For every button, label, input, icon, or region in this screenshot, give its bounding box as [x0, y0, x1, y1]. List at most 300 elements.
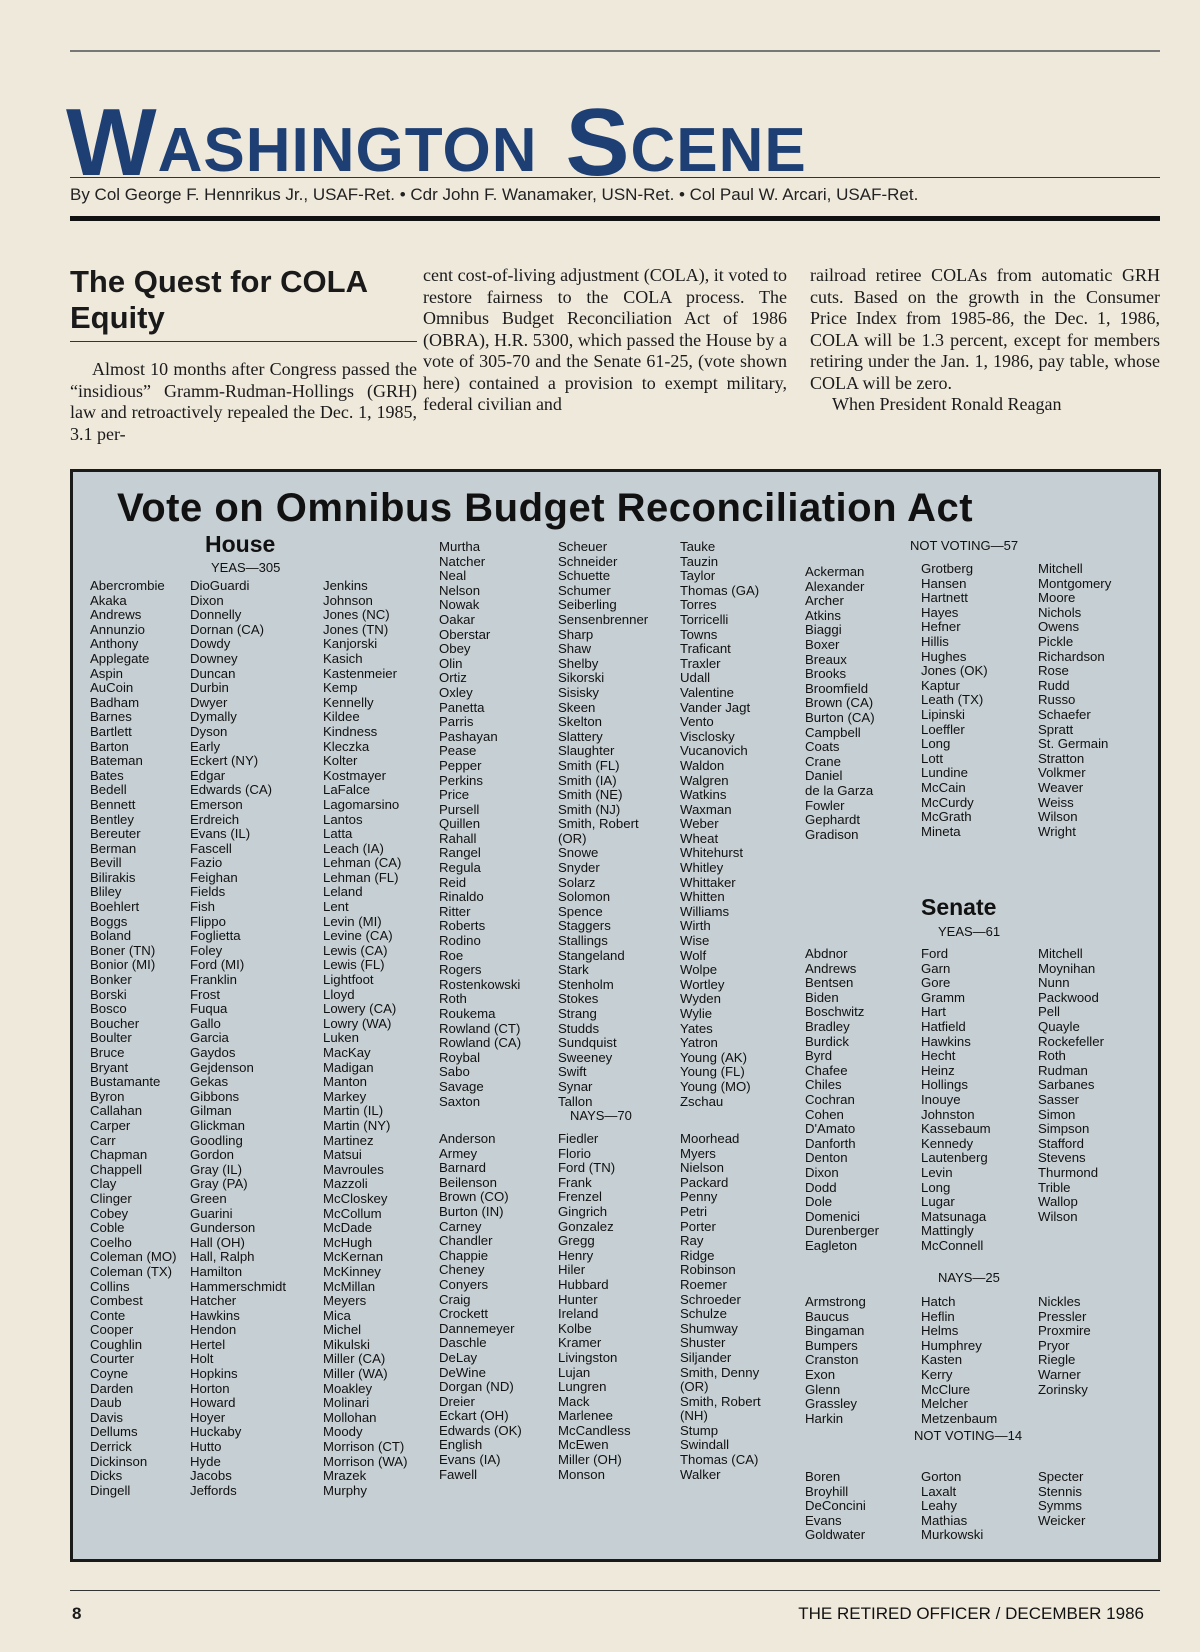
member-name: Nelson — [439, 582, 481, 598]
member-name: Whittaker — [680, 874, 736, 890]
member-name: Coats — [805, 739, 840, 755]
member-name: Nickles — [1038, 1294, 1081, 1309]
member-name: Hiler — [558, 1262, 586, 1278]
member-name: Cheney — [439, 1262, 485, 1278]
member-name: LaFalce — [323, 782, 370, 798]
masthead-initial-w: W — [66, 89, 158, 196]
member-name: Boschwitz — [805, 1004, 865, 1020]
member-name: Barnes — [90, 709, 132, 725]
member-name: Boulter — [90, 1030, 132, 1046]
member-name: Moakley — [323, 1380, 373, 1396]
member-name: Davis — [90, 1409, 123, 1425]
member-name: Dowdy — [190, 636, 231, 652]
member-name: Beilenson — [439, 1174, 497, 1190]
house-not-voting-col-3 — [1038, 562, 1111, 839]
member-name: Chapman — [90, 1147, 148, 1163]
member-name: Downey — [190, 650, 238, 666]
member-name: Daub — [90, 1395, 122, 1411]
member-name: Dicks — [90, 1468, 123, 1484]
member-name: Coelho — [90, 1234, 132, 1250]
member-name: Walgren — [680, 772, 729, 788]
member-name: Hunter — [558, 1291, 598, 1307]
member-name: Chiles — [805, 1077, 842, 1093]
member-name: Armey — [439, 1145, 478, 1161]
member-name: Johnson — [323, 592, 373, 608]
member-name: Miller (OH) — [558, 1452, 622, 1468]
member-name: Weiss — [1038, 794, 1074, 810]
member-name: Kolbe — [558, 1320, 592, 1336]
member-name: McDade — [323, 1220, 373, 1236]
member-name: Livingston — [558, 1349, 618, 1365]
member-name: Wise — [680, 933, 710, 949]
member-name: Denton — [805, 1150, 848, 1166]
member-name: Young (AK) — [680, 1049, 747, 1065]
member-name: Bennett — [90, 796, 136, 812]
member-name: Wilson — [1038, 809, 1078, 825]
member-name: Boxer — [805, 636, 840, 652]
member-name: Boucher — [90, 1015, 140, 1031]
member-name: Wirth — [680, 918, 711, 934]
member-name: Shuster — [680, 1335, 726, 1351]
house-heading: House — [205, 531, 276, 557]
member-name: Kaptur — [921, 677, 960, 693]
member-name: Gordon — [190, 1147, 234, 1163]
member-name: Mikulski — [323, 1336, 370, 1352]
member-name: Roybal — [439, 1049, 481, 1065]
member-name: Hughes — [921, 648, 967, 664]
member-name: Carney — [439, 1218, 482, 1234]
member-name: Coughlin — [90, 1336, 143, 1352]
member-name: Wolpe — [680, 962, 718, 978]
member-name: Dreier — [439, 1393, 475, 1409]
member-name: Gore — [921, 975, 951, 991]
member-name: Stangeland — [558, 947, 625, 963]
member-name: Montgomery — [1038, 575, 1112, 591]
member-name: Biden — [805, 989, 839, 1005]
member-name: Lugar — [921, 1194, 955, 1210]
member-name: Perkins — [439, 772, 483, 788]
member-name: Stafford — [1038, 1135, 1084, 1151]
member-name: Michel — [323, 1322, 362, 1338]
member-name: Moody — [323, 1424, 363, 1440]
member-name: Visclosky — [680, 728, 735, 744]
member-name: Burdick — [805, 1033, 849, 1049]
member-name: McMillan — [323, 1278, 376, 1294]
member-name: Lujan — [558, 1364, 591, 1380]
member-name: Gramm — [921, 989, 965, 1005]
house-yeas-col-3 — [323, 579, 408, 1498]
member-name: (OR) — [558, 830, 587, 846]
member-name: Tauke — [680, 539, 716, 554]
member-name: Gekas — [190, 1074, 229, 1090]
member-name: Schroeder — [680, 1291, 741, 1307]
member-name: Mrazek — [323, 1468, 367, 1484]
member-name: Durenberger — [805, 1223, 880, 1239]
member-name: Lightfoot — [323, 972, 374, 988]
member-name: Garn — [921, 960, 951, 976]
member-name: Levin — [921, 1164, 953, 1180]
member-name: Gejdenson — [190, 1059, 254, 1075]
member-name: Gingrich — [558, 1203, 608, 1219]
member-name: Rostenkowski — [439, 976, 521, 992]
member-name: Donnelly — [190, 607, 242, 623]
member-name: McCloskey — [323, 1190, 388, 1206]
member-name: McKinney — [323, 1263, 381, 1279]
member-name: Coleman (MO) — [90, 1249, 177, 1265]
member-name: Florio — [558, 1145, 591, 1161]
member-name: Towns — [680, 626, 718, 642]
member-name: Shelby — [558, 655, 599, 671]
member-name: Durbin — [190, 680, 229, 696]
member-name: Sabo — [439, 1064, 470, 1080]
member-name: Kasten — [921, 1352, 963, 1368]
member-name: Whitley — [680, 860, 724, 876]
member-name: Rangel — [439, 845, 481, 861]
member-name: Matsunaga — [921, 1208, 987, 1224]
member-name: Ray — [680, 1233, 704, 1249]
member-name: Schaefer — [1038, 706, 1091, 722]
member-name: Craig — [439, 1291, 471, 1307]
member-name: Saxton — [439, 1093, 481, 1109]
member-name: Bartlett — [90, 723, 132, 739]
member-name: Oxley — [439, 684, 473, 700]
member-name: Weaver — [1038, 779, 1084, 795]
member-name: Smith, Denny — [680, 1364, 760, 1380]
member-name: Bateman — [90, 753, 143, 769]
senate-yeas-col-1 — [805, 947, 879, 1253]
member-name: Callahan — [90, 1103, 143, 1119]
member-name: Walker — [680, 1466, 721, 1482]
member-name: Packard — [680, 1174, 729, 1190]
member-name: Swindall — [680, 1437, 730, 1453]
member-name: Collins — [90, 1278, 130, 1294]
member-name: Bradley — [805, 1018, 850, 1034]
member-name: Loeffler — [921, 721, 965, 737]
member-name: Snyder — [558, 860, 600, 876]
member-name: McConnell — [921, 1237, 984, 1253]
member-name: Price — [439, 787, 470, 803]
member-name: Lloyd — [323, 986, 355, 1002]
member-name: McCollum — [323, 1205, 382, 1221]
member-name: Penny — [680, 1189, 718, 1205]
member-name: Vucanovich — [680, 743, 748, 759]
member-name: Cochran — [805, 1091, 855, 1107]
member-name: Stenholm — [558, 976, 614, 992]
member-name: Bonker — [90, 972, 132, 988]
member-name: Hubbard — [558, 1276, 609, 1292]
member-name: Bingaman — [805, 1323, 865, 1339]
member-name: Moynihan — [1038, 960, 1096, 976]
house-yeas-col-6 — [680, 540, 759, 1109]
house-not-voting-col-1 — [805, 565, 875, 842]
member-name: Conyers — [439, 1276, 489, 1292]
member-name: Porter — [680, 1218, 716, 1234]
member-name: Grotberg — [921, 561, 974, 576]
member-name: Smith (IA) — [558, 772, 617, 788]
member-name: McHugh — [323, 1234, 373, 1250]
member-name: Lautenberg — [921, 1150, 988, 1166]
member-name: Burton (CA) — [805, 709, 875, 725]
member-name: Bumpers — [805, 1337, 858, 1353]
member-name: Cobey — [90, 1205, 129, 1221]
member-name: Pressler — [1038, 1308, 1087, 1324]
member-name: Sharp — [558, 626, 594, 642]
member-name: Shumway — [680, 1320, 738, 1336]
member-name: Pryor — [1038, 1337, 1070, 1353]
member-name: Proxmire — [1038, 1323, 1091, 1339]
member-name: Harkin — [805, 1410, 844, 1426]
member-name: Atkins — [805, 607, 841, 623]
member-name: Quillen — [439, 816, 481, 832]
member-name: Rowland (CA) — [439, 1035, 522, 1051]
member-name: Cooper — [90, 1322, 134, 1338]
member-name: Wright — [1038, 823, 1076, 839]
member-name: Volkmer — [1038, 765, 1086, 781]
member-name: Hatcher — [190, 1293, 237, 1309]
member-name: Bonior (MI) — [90, 957, 156, 973]
member-name: Carper — [90, 1117, 131, 1133]
member-name: Wolf — [680, 947, 707, 963]
member-name: Schulze — [680, 1306, 727, 1322]
member-name: Taylor — [680, 568, 716, 584]
member-name: Morrison (WA) — [323, 1453, 408, 1469]
member-name: Trible — [1038, 1179, 1071, 1195]
member-name: Sarbanes — [1038, 1077, 1095, 1093]
member-name: McCain — [921, 779, 966, 795]
member-name: DeConcini — [805, 1498, 866, 1514]
member-name: Erdreich — [190, 811, 240, 827]
member-name: Stennis — [1038, 1483, 1082, 1499]
member-name: Rogers — [439, 962, 482, 978]
member-name: Ridge — [680, 1247, 715, 1263]
member-name: Rahall — [439, 830, 477, 846]
member-name: Packwood — [1038, 989, 1099, 1005]
member-name: Dingell — [90, 1482, 131, 1498]
member-name: Frost — [190, 986, 221, 1002]
senate-yeas-label: YEAS—61 — [938, 924, 1001, 939]
member-name: Fowler — [805, 797, 845, 813]
member-name: Williams — [680, 903, 730, 919]
member-name: Sikorski — [558, 670, 605, 686]
member-name: Snowe — [558, 845, 599, 861]
member-name: Riegle — [1038, 1352, 1076, 1368]
member-name: Richardson — [1038, 648, 1105, 664]
member-name: Zschau — [680, 1093, 724, 1109]
member-name: Lent — [323, 899, 349, 915]
member-name: Feighan — [190, 869, 238, 885]
member-name: Stratton — [1038, 750, 1085, 766]
member-name: Derrick — [90, 1439, 132, 1455]
member-name: Barnard — [439, 1160, 486, 1176]
member-name: Roemer — [680, 1276, 727, 1292]
member-name: Hamilton — [190, 1263, 243, 1279]
member-name: Gregg — [558, 1233, 595, 1249]
member-name: Pickle — [1038, 633, 1074, 649]
member-name: Smith, Robert — [558, 816, 639, 832]
member-name: Hall (OH) — [190, 1234, 245, 1250]
senate-nays-label: NAYS—25 — [938, 1270, 1000, 1285]
member-name: Horton — [190, 1380, 230, 1396]
member-name: Schneider — [558, 553, 618, 569]
member-name: Grassley — [805, 1396, 858, 1412]
member-name: Mica — [323, 1307, 351, 1323]
member-name: Applegate — [90, 650, 150, 666]
member-name: Boland — [90, 928, 132, 944]
member-name: Dorgan (ND) — [439, 1379, 514, 1395]
member-name: Schumer — [558, 582, 611, 598]
member-name: Symms — [1038, 1498, 1082, 1514]
member-name: Waxman — [680, 801, 732, 817]
member-name: Boren — [805, 1469, 841, 1484]
member-name: Kleczka — [323, 738, 370, 754]
member-name: Mazzoli — [323, 1176, 368, 1192]
member-name: Lantos — [323, 811, 363, 827]
member-name: Bustamante — [90, 1074, 161, 1090]
member-name: Hecht — [921, 1048, 956, 1064]
member-name: Lott — [921, 750, 943, 766]
member-name: Hatch — [921, 1294, 956, 1309]
member-name: Dannemeyer — [439, 1320, 515, 1336]
member-name: Mathias — [921, 1512, 968, 1528]
member-name: Aspin — [90, 665, 123, 681]
member-name: Stallings — [558, 933, 608, 949]
member-name: Pepper — [439, 757, 482, 773]
member-name: de la Garza — [805, 782, 874, 798]
member-name: Ireland — [558, 1306, 599, 1322]
member-name: Rose — [1038, 663, 1069, 679]
member-name: Dymally — [190, 709, 237, 725]
member-name: Lowry (WA) — [323, 1015, 392, 1031]
member-name: Mollohan — [323, 1409, 377, 1425]
member-name: Byron — [90, 1088, 125, 1104]
member-name: Lagomarsino — [323, 796, 400, 812]
member-name: Moore — [1038, 590, 1076, 606]
vote-table-box — [70, 469, 1161, 1562]
member-name: Pashayan — [439, 728, 498, 744]
member-name: Fiedler — [558, 1131, 599, 1146]
member-name: Baucus — [805, 1308, 849, 1324]
member-name: Hendon — [190, 1322, 237, 1338]
member-name: Kennelly — [323, 694, 374, 710]
member-name: Jacobs — [190, 1468, 232, 1484]
member-name: Cranston — [805, 1352, 859, 1368]
member-name: Strang — [558, 1006, 597, 1021]
member-name: Foley — [190, 942, 223, 958]
member-name: Yates — [680, 1020, 713, 1036]
member-name: Hefner — [921, 619, 961, 635]
member-name: Johnston — [921, 1106, 975, 1122]
member-name: Smith (NJ) — [558, 801, 621, 817]
member-name: Rowland (CT) — [439, 1020, 521, 1036]
member-name: Mack — [558, 1393, 590, 1409]
member-name: Simpson — [1038, 1121, 1090, 1137]
member-name: Edgar — [190, 767, 226, 783]
byline-rule — [70, 216, 1160, 221]
house-not-voting-col-2 — [921, 562, 988, 839]
member-name: Boggs — [90, 913, 128, 929]
member-name: Markey — [323, 1088, 367, 1104]
member-name: Lundine — [921, 765, 968, 781]
member-name: Kanjorski — [323, 636, 378, 652]
member-name: Stokes — [558, 991, 599, 1007]
member-name: Daniel — [805, 768, 843, 784]
member-name: Gilman — [190, 1103, 232, 1119]
member-name: Hawkins — [921, 1033, 971, 1049]
member-name: Chappell — [90, 1161, 143, 1177]
member-name: Kostmayer — [323, 767, 387, 783]
member-name: Holt — [190, 1351, 214, 1367]
senate-nays-col-3 — [1038, 1295, 1091, 1397]
member-name: Fields — [190, 884, 226, 900]
member-name: McEwen — [558, 1437, 609, 1453]
member-name: Wheat — [680, 830, 719, 846]
member-name: Roe — [439, 947, 464, 963]
member-name: Solomon — [558, 889, 611, 905]
member-name: Gray (PA) — [190, 1176, 248, 1192]
masthead-word-scene: CENE — [630, 116, 807, 185]
member-name: Swift — [558, 1064, 587, 1080]
member-name: Kassebaum — [921, 1121, 991, 1137]
member-name: Goldwater — [805, 1527, 866, 1543]
member-name: Flippo — [190, 913, 226, 929]
member-name: Martin (NY) — [323, 1117, 391, 1133]
member-name: Inouye — [921, 1091, 961, 1107]
member-name: Martin (IL) — [323, 1103, 384, 1119]
member-name: Hall, Ralph — [190, 1249, 255, 1265]
member-name: Dwyer — [190, 694, 228, 710]
senate-yeas-col-2 — [921, 947, 991, 1253]
member-name: Ortiz — [439, 670, 467, 686]
house-yeas-col-4 — [439, 540, 521, 1109]
member-name: Miller (CA) — [323, 1351, 386, 1367]
house-yeas-label: YEAS—305 — [211, 560, 281, 575]
member-name: Matsui — [323, 1147, 362, 1163]
member-name: Murphy — [323, 1482, 367, 1498]
member-name: Roberts — [439, 918, 486, 934]
member-name: Quayle — [1038, 1018, 1080, 1034]
masthead-word-washington: ASHINGTON — [157, 116, 538, 185]
member-name: Hertel — [190, 1336, 226, 1352]
member-name: Weber — [680, 816, 719, 832]
member-name: Franklin — [190, 972, 237, 988]
member-name: Thomas (CA) — [680, 1452, 759, 1468]
member-name: Pease — [439, 743, 477, 759]
member-name: Wyden — [680, 991, 721, 1007]
member-name: Goodling — [190, 1132, 243, 1148]
member-name: Smith (NE) — [558, 787, 623, 803]
member-name: Reid — [439, 874, 467, 890]
member-name: Combest — [90, 1293, 143, 1309]
house-not-voting-label: NOT VOTING—57 — [910, 538, 1019, 553]
member-name: Rockefeller — [1038, 1033, 1104, 1049]
member-name: Roth — [1038, 1048, 1066, 1064]
member-name: Hollings — [921, 1077, 968, 1093]
member-name: Kemp — [323, 680, 358, 696]
member-name: Meyers — [323, 1293, 367, 1309]
member-name: Broomfield — [805, 680, 869, 696]
member-name: Brown (CA) — [805, 695, 874, 711]
member-name: Hoyer — [190, 1409, 226, 1425]
member-name: Long — [921, 736, 951, 752]
vote-table-title: Vote on Omnibus Budget Reconciliation Act — [117, 486, 974, 530]
member-name: Burton (IN) — [439, 1203, 504, 1219]
member-name: Roth — [439, 991, 467, 1007]
member-name: Smith, Robert — [680, 1393, 761, 1409]
page-number: 8 — [72, 1604, 82, 1623]
member-name: Young (MO) — [680, 1078, 751, 1094]
member-name: Mitchell — [1038, 561, 1083, 576]
member-name: Staggers — [558, 918, 611, 934]
